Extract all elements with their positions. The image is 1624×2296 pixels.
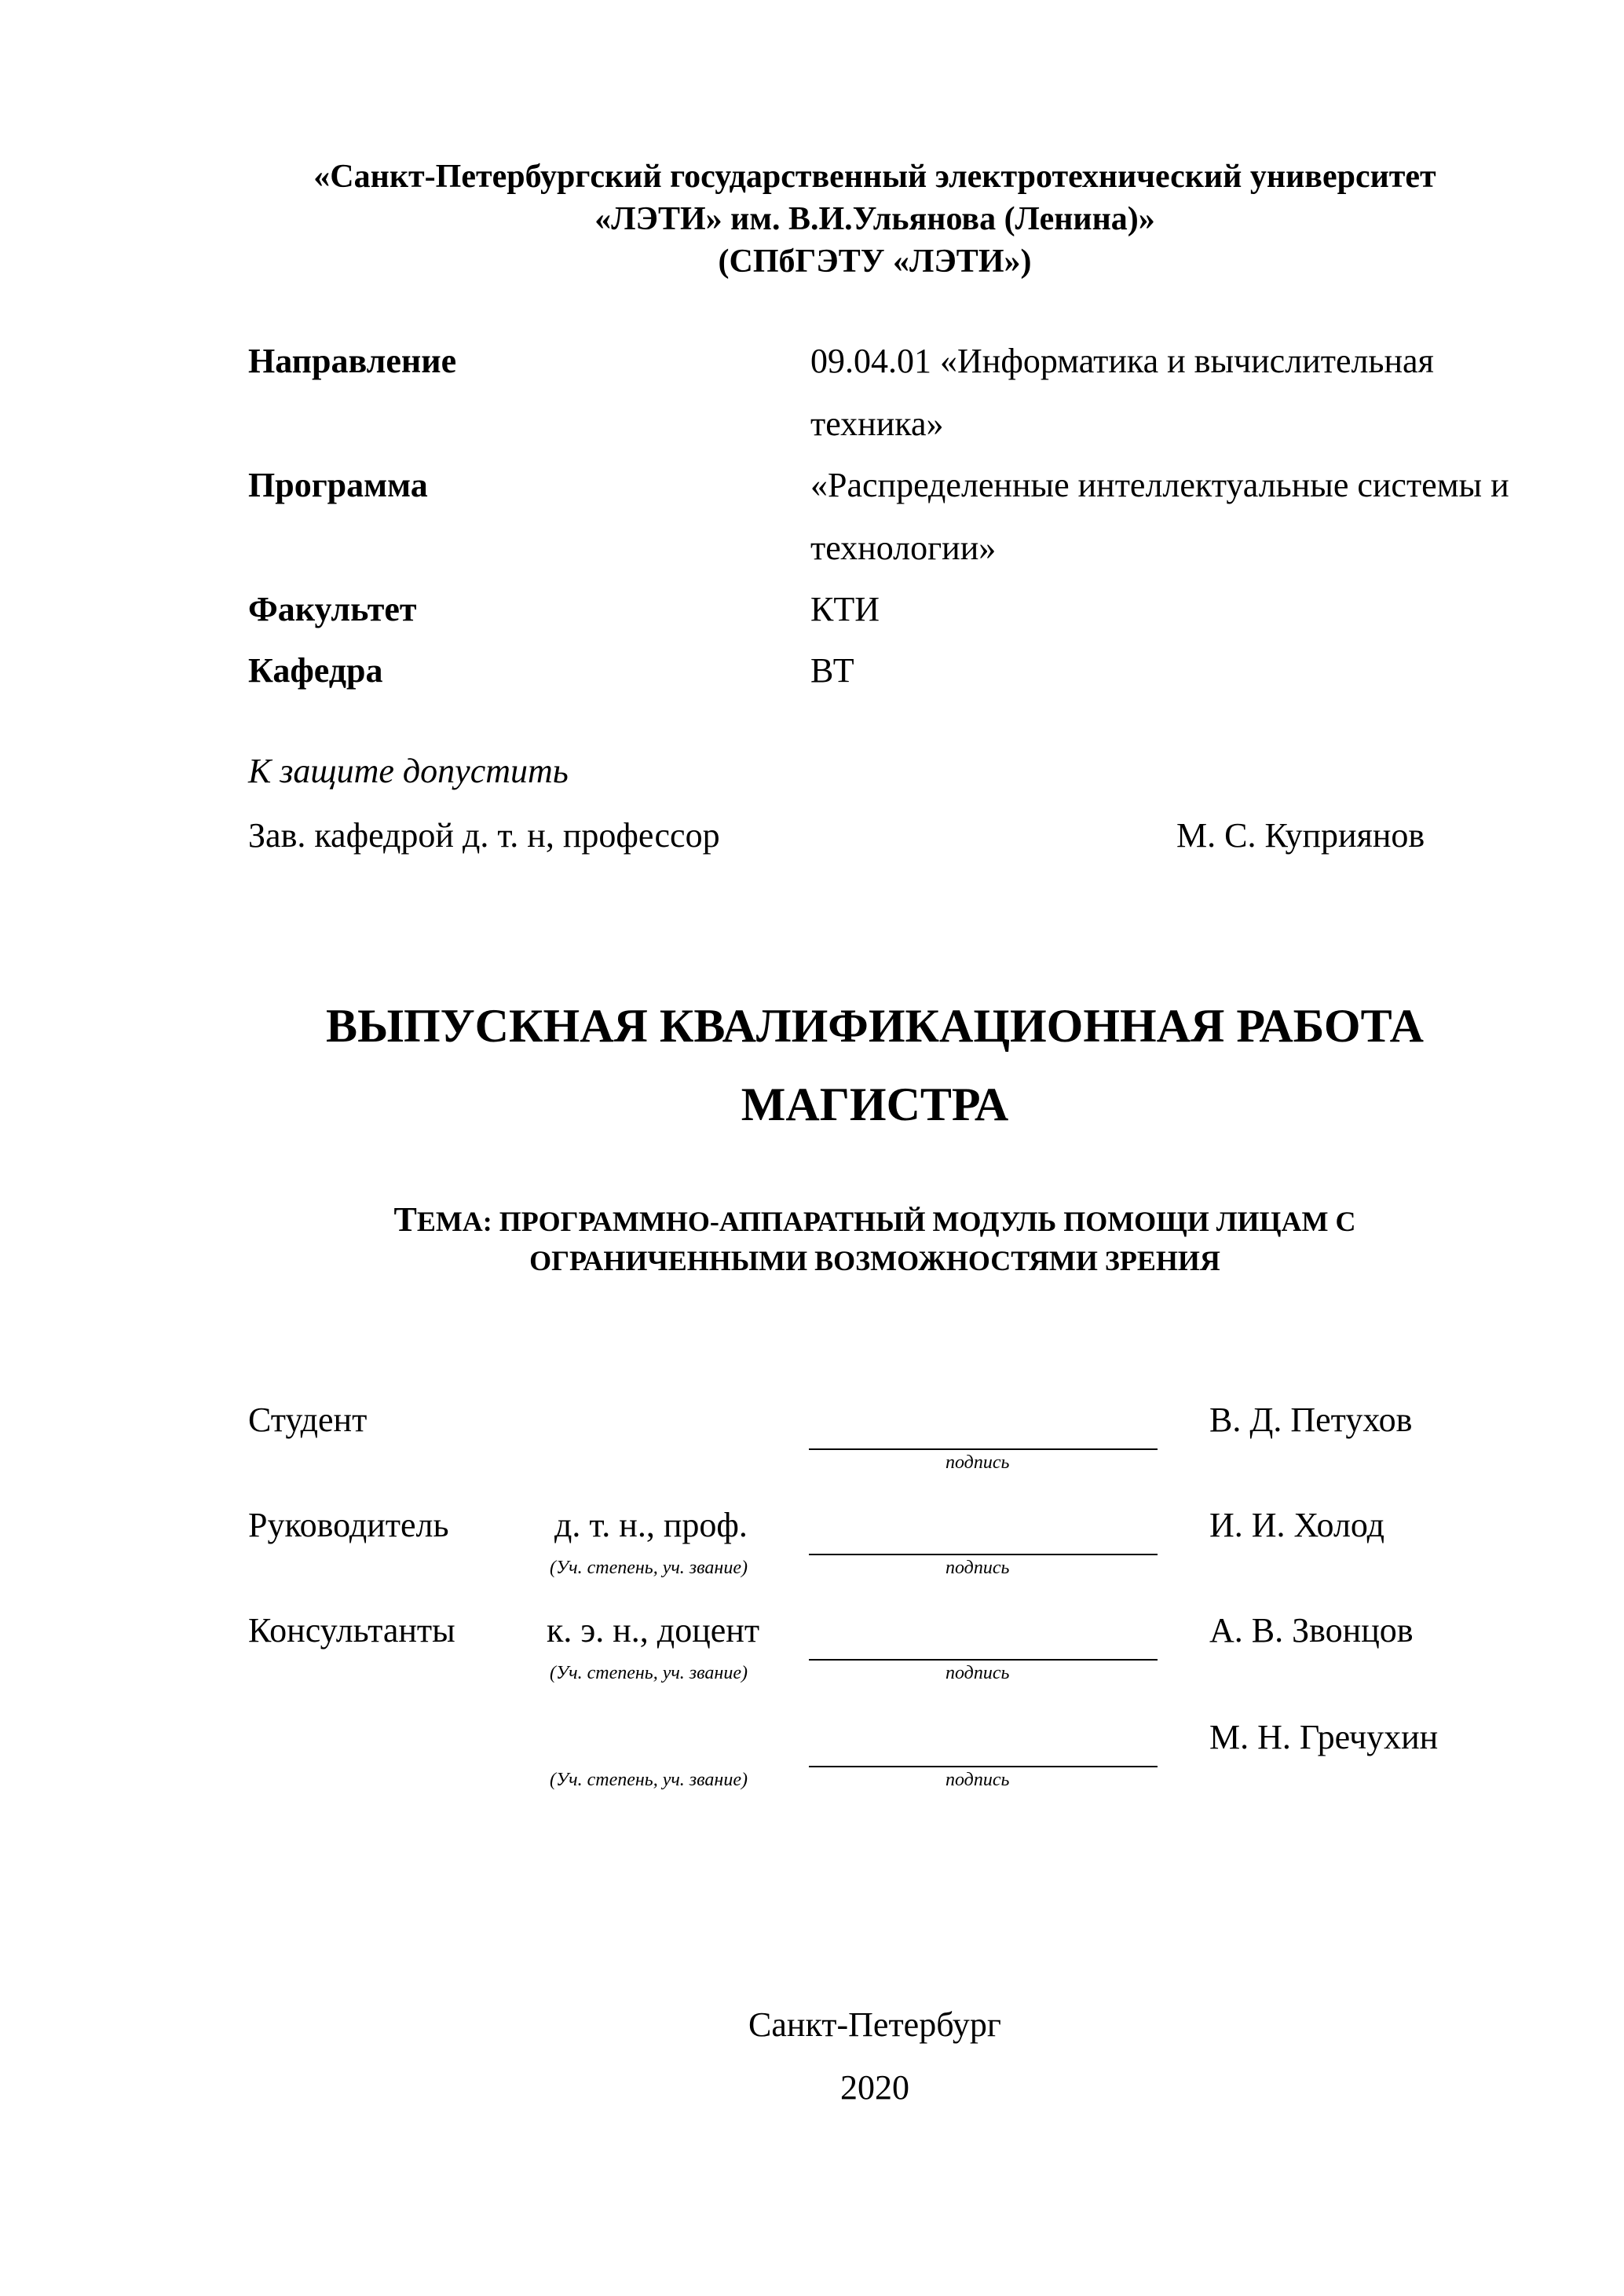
program-value: «Распределенные интеллектуальные системы и технологии» bbox=[810, 466, 1509, 567]
degree-caption: (Уч. степень, уч. звание) bbox=[550, 1558, 748, 1578]
signature-degree: д. т. н., проф. bbox=[554, 1506, 748, 1544]
department-value: ВТ bbox=[810, 651, 854, 690]
topic-line1-text: ПРОГРАММНО-АППАРАТНЫЙ МОДУЛЬ ПОМОЩИ ЛИЦАМ С bbox=[499, 1206, 1356, 1237]
signature-caption: подпись bbox=[946, 1663, 1010, 1683]
university-abbrev: (СПбГЭТУ «ЛЭТИ») bbox=[718, 244, 1032, 280]
signatory-name: А. В. Звонцов bbox=[1209, 1611, 1414, 1650]
faculty-value: КТИ bbox=[810, 590, 880, 628]
signature-line bbox=[809, 1659, 1158, 1661]
signature-role: Консультанты bbox=[248, 1611, 455, 1650]
signature-role: Руководитель bbox=[248, 1506, 449, 1544]
year: 2020 bbox=[840, 2068, 909, 2107]
approval-position: Зав. кафедрой д. т. н, профессор bbox=[248, 816, 720, 855]
signature-caption: подпись bbox=[946, 1452, 1010, 1473]
degree-caption: (Уч. степень, уч. звание) bbox=[550, 1770, 748, 1790]
university-name-line2: «ЛЭТИ» им. В.И.Ульянова (Ленина)» bbox=[594, 201, 1155, 237]
approval-name: М. С. Куприянов bbox=[1176, 816, 1425, 855]
signatory-name: И. И. Холод bbox=[1209, 1506, 1385, 1544]
city: Санкт-Петербург bbox=[748, 2005, 1001, 2044]
direction-label: Направление bbox=[248, 342, 457, 380]
signature-line bbox=[809, 1766, 1158, 1767]
signatory-name: В. Д. Петухов bbox=[1209, 1401, 1413, 1439]
topic-prefix-cap: Т bbox=[393, 1200, 417, 1239]
faculty-label: Факультет bbox=[248, 590, 417, 628]
university-name-line1: «Санкт-Петербургский государственный электротехнический университет bbox=[313, 159, 1436, 195]
document-title-line2: МАГИСТРА bbox=[741, 1078, 1009, 1130]
program-label: Программа bbox=[248, 466, 428, 504]
department-label: Кафедра bbox=[248, 651, 383, 690]
signature-caption: подпись bbox=[946, 1770, 1010, 1790]
degree-caption: (Уч. степень, уч. звание) bbox=[550, 1663, 748, 1683]
signature-role: Студент bbox=[248, 1401, 368, 1439]
signature-caption: подпись bbox=[946, 1558, 1010, 1578]
topic-line2: ОГРАНИЧЕННЫМИ ВОЗМОЖНОСТЯМИ ЗРЕНИЯ bbox=[529, 1245, 1220, 1276]
document-title-line1: ВЫПУСКНАЯ КВАЛИФИКАЦИОННАЯ РАБОТА bbox=[326, 1000, 1424, 1052]
topic-prefix-rest: ЕМА: bbox=[416, 1206, 492, 1237]
signature-line bbox=[809, 1554, 1158, 1555]
direction-value: 09.04.01 «Информатика и вычислительная техника» bbox=[810, 342, 1434, 443]
topic-line1 bbox=[0, 1200, 1624, 1241]
approval-caption: К защите допустить bbox=[248, 752, 569, 790]
signature-degree: к. э. н., доцент bbox=[547, 1611, 760, 1650]
signature-line bbox=[809, 1448, 1158, 1450]
signatory-name: М. Н. Гречухин bbox=[1209, 1718, 1439, 1756]
